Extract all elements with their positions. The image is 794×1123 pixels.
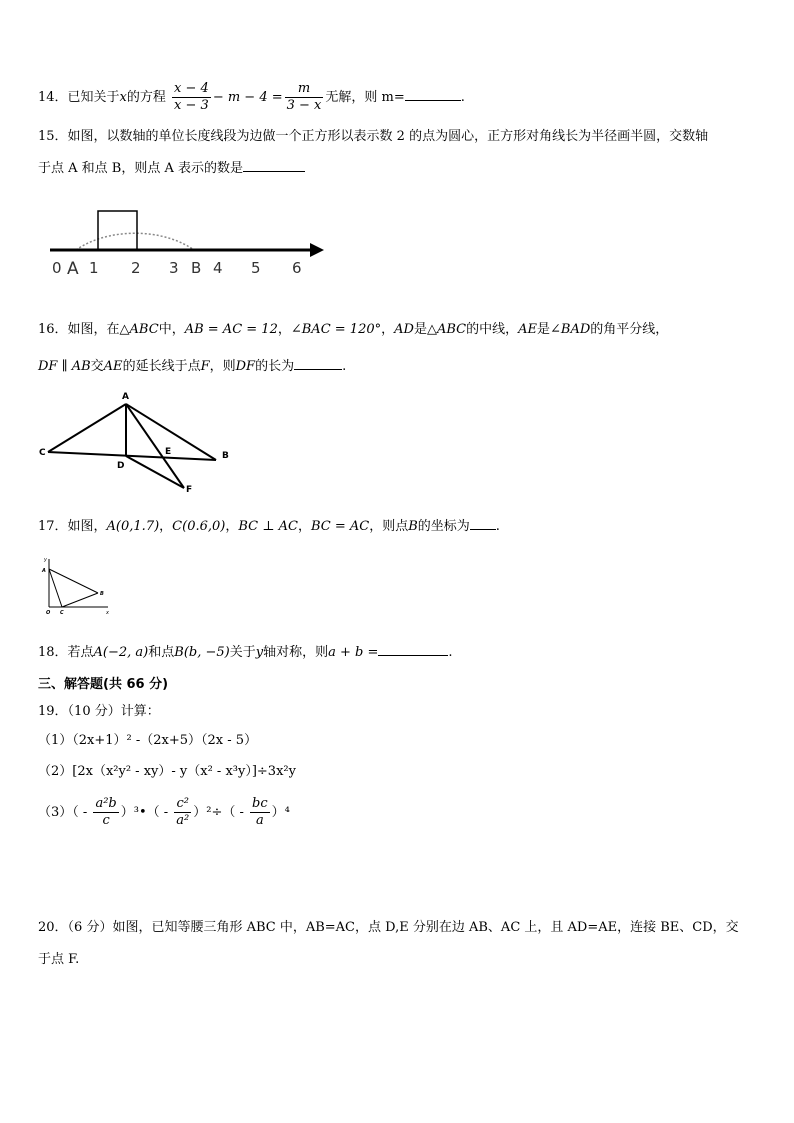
q14-fraction-2 bbox=[285, 81, 324, 114]
q16-label-c: C bbox=[39, 448, 46, 458]
q16-t10: 的长为 bbox=[255, 359, 295, 374]
section-3-heading: 三、解答题(共 66 分) bbox=[38, 677, 169, 692]
q17-label-y: y bbox=[44, 557, 47, 563]
q14-fraction-1 bbox=[172, 81, 211, 114]
q16-ad: AD bbox=[394, 322, 414, 337]
q17-c2: ， bbox=[225, 519, 239, 534]
q16-seg-df bbox=[126, 456, 184, 488]
q16-t9: ，则 bbox=[209, 359, 236, 374]
q17-label-x: x bbox=[106, 610, 109, 616]
q16-triangle-figure bbox=[38, 388, 238, 498]
q16-t4: 的中线， bbox=[466, 322, 519, 337]
q15-label-5: 5 bbox=[251, 259, 261, 277]
q18-answer-blank bbox=[378, 655, 448, 656]
q14-answer-blank bbox=[405, 100, 461, 101]
q17-seg-cb bbox=[62, 593, 98, 607]
q17-eq: BC = AC bbox=[310, 519, 370, 534]
question-14 bbox=[38, 80, 465, 116]
q17-line bbox=[38, 515, 500, 534]
q16-df: DF bbox=[235, 359, 256, 374]
q16-seg-ac bbox=[48, 404, 126, 452]
q17-c3: ， bbox=[297, 519, 311, 534]
q14-frac2-num: m bbox=[285, 81, 324, 98]
q16-angle: ∠BAD bbox=[550, 322, 591, 337]
q17-perp: BC ⊥ AC bbox=[238, 519, 298, 534]
q16-t7: 交 bbox=[90, 359, 104, 374]
q14-frac1-num: x − 4 bbox=[174, 81, 209, 96]
q15-semicircle bbox=[76, 233, 194, 250]
q16-t1: 16．如图，在 bbox=[38, 322, 120, 337]
q16-t8: 的延长线于点 bbox=[122, 359, 201, 374]
q15-axis-arrow-icon bbox=[310, 243, 324, 257]
q19-part2: （2）[2x（x²y² - xy）- y（x² - x³y）]÷3x²y bbox=[38, 764, 296, 779]
q16-eq2: ∠BAC = 120° bbox=[290, 322, 382, 337]
q18-expr: a + b = bbox=[328, 645, 379, 660]
q19-title: 19．（10 分）计算： bbox=[38, 704, 160, 719]
q16-t3: 是 bbox=[413, 322, 427, 337]
q16-t6: 的角平分线， bbox=[590, 322, 669, 337]
q18-pt-a: A(−2, a) bbox=[93, 645, 149, 660]
q14-mid: − m − 4 = bbox=[212, 90, 283, 105]
q16-seg-af bbox=[126, 404, 184, 488]
q19-p3-fraction-3 bbox=[250, 796, 270, 829]
q18-sym: 轴对称，则 bbox=[263, 645, 329, 660]
q17-mid: ，则点 bbox=[369, 519, 409, 534]
q16-line2 bbox=[38, 355, 346, 374]
q15-label-3: 3 bbox=[169, 259, 179, 277]
q15-answer-blank bbox=[243, 171, 305, 172]
q19-p3-mid1: ）³•（ - bbox=[120, 805, 169, 820]
q15-line1: 15．如图，以数轴的单位长度线段为边做一个正方形以表示数 2 的点为圆心，正方形对角线长为半径画半圆，交数轴 bbox=[38, 129, 709, 144]
q18-pt-b: B(b, −5) bbox=[174, 645, 230, 660]
q19-p3-f2-den: a² bbox=[176, 813, 190, 828]
q15-label-1: 1 bbox=[89, 259, 99, 277]
q20-line1: 20．（6 分）如图，已知等腰三角形 ABC 中，AB=AC，点 D,E 分别在边 AB、AC 上，且 AD=AE，连接 BE、CD，交 bbox=[38, 920, 739, 935]
q16-tri1: △ABC bbox=[119, 322, 159, 337]
q16-label-e: E bbox=[165, 447, 172, 457]
q15-label-a: A bbox=[67, 259, 79, 279]
q17-label-a: A bbox=[42, 568, 46, 574]
q16-f: F bbox=[200, 359, 210, 374]
q16-end: . bbox=[342, 359, 347, 374]
q16-line1 bbox=[38, 318, 668, 337]
q16-c1: ， bbox=[277, 322, 291, 337]
q16-t5: 是 bbox=[537, 322, 551, 337]
q19-part1: （1）（2x+1）² -（2x+5）（2x - 5） bbox=[38, 733, 258, 748]
q16-label-a: A bbox=[122, 392, 129, 402]
q19-p3-prefix: （3）（ - bbox=[38, 805, 88, 820]
q16-answer-blank bbox=[294, 369, 342, 370]
q15-label-2: 2 bbox=[131, 259, 141, 277]
q20-line2: 于点 F. bbox=[38, 952, 80, 967]
q14-text-eq: 的方程 bbox=[126, 90, 166, 105]
q14-prefix: 14．已知关于 bbox=[38, 90, 120, 105]
q17-pt-a: A(0,1.7) bbox=[106, 519, 160, 534]
q17-c1: ， bbox=[159, 519, 173, 534]
q15-label-b: B bbox=[191, 259, 202, 277]
q14-frac2-den: 3 − x bbox=[286, 98, 322, 113]
q14-frac1-den: x − 3 bbox=[174, 98, 209, 113]
q17-label-c: C bbox=[60, 610, 64, 616]
q19-p3-f3-den: a bbox=[255, 813, 264, 828]
q16-label-f: F bbox=[186, 485, 193, 495]
q16-df-ab: DF ∥ AB bbox=[38, 359, 91, 374]
q17-answer-blank bbox=[470, 529, 496, 530]
q14-suffix: 无解，则 m= bbox=[325, 90, 405, 105]
q19-p3-mid2: ）²÷（ - bbox=[193, 805, 244, 820]
q16-ae: AE bbox=[518, 322, 538, 337]
q16-ae2: AE bbox=[103, 359, 123, 374]
q16-eq1: AB = AC = 12 bbox=[184, 322, 278, 337]
q16-c2: ， bbox=[381, 322, 395, 337]
q18-y: y bbox=[255, 645, 264, 660]
q15-line2 bbox=[38, 157, 305, 176]
q16-label-b: B bbox=[222, 451, 229, 461]
q19-part3 bbox=[38, 795, 290, 831]
q19-p3-f3-num: bc bbox=[252, 796, 268, 811]
q18-mid: 关于 bbox=[229, 645, 256, 660]
q16-label-d: D bbox=[117, 461, 125, 471]
q14-end: . bbox=[460, 90, 465, 105]
q19-p3-fraction-2 bbox=[174, 796, 191, 829]
q19-p3-fraction-1 bbox=[93, 796, 118, 829]
q17-label-o: O bbox=[46, 610, 51, 616]
q19-p3-suffix: ）⁴ bbox=[271, 805, 290, 820]
q16-t2: 中， bbox=[158, 322, 185, 337]
q17-suffix: 的坐标为 bbox=[417, 519, 470, 534]
q18-line bbox=[38, 641, 453, 660]
q15-label-0: 0 bbox=[52, 259, 62, 277]
q15-line2-text: 于点 A 和点 B，则点 A 表示的数是 bbox=[38, 161, 243, 176]
q17-label-b: B bbox=[100, 591, 104, 597]
q17-coordinate-figure bbox=[40, 555, 120, 617]
q16-tri2: △ABC bbox=[426, 322, 467, 337]
q18-prefix: 18．若点 bbox=[38, 645, 94, 660]
q17-prefix: 17．如图， bbox=[38, 519, 107, 534]
q17-end: . bbox=[495, 519, 500, 534]
q18-end: . bbox=[448, 645, 453, 660]
q14-var-x: x bbox=[119, 90, 127, 105]
q19-p3-f1-num: a²b bbox=[95, 796, 117, 811]
q17-b: B bbox=[408, 519, 418, 534]
q15-label-4: 4 bbox=[213, 259, 223, 277]
q15-number-line-figure bbox=[40, 190, 340, 280]
q17-pt-c: C(0.6,0) bbox=[172, 519, 226, 534]
q19-p3-f1-den: c bbox=[102, 813, 110, 828]
q18-and: 和点 bbox=[148, 645, 175, 660]
q15-label-6: 6 bbox=[292, 259, 302, 277]
q19-p3-f2-num: c² bbox=[174, 796, 191, 813]
q15-square bbox=[98, 211, 137, 250]
